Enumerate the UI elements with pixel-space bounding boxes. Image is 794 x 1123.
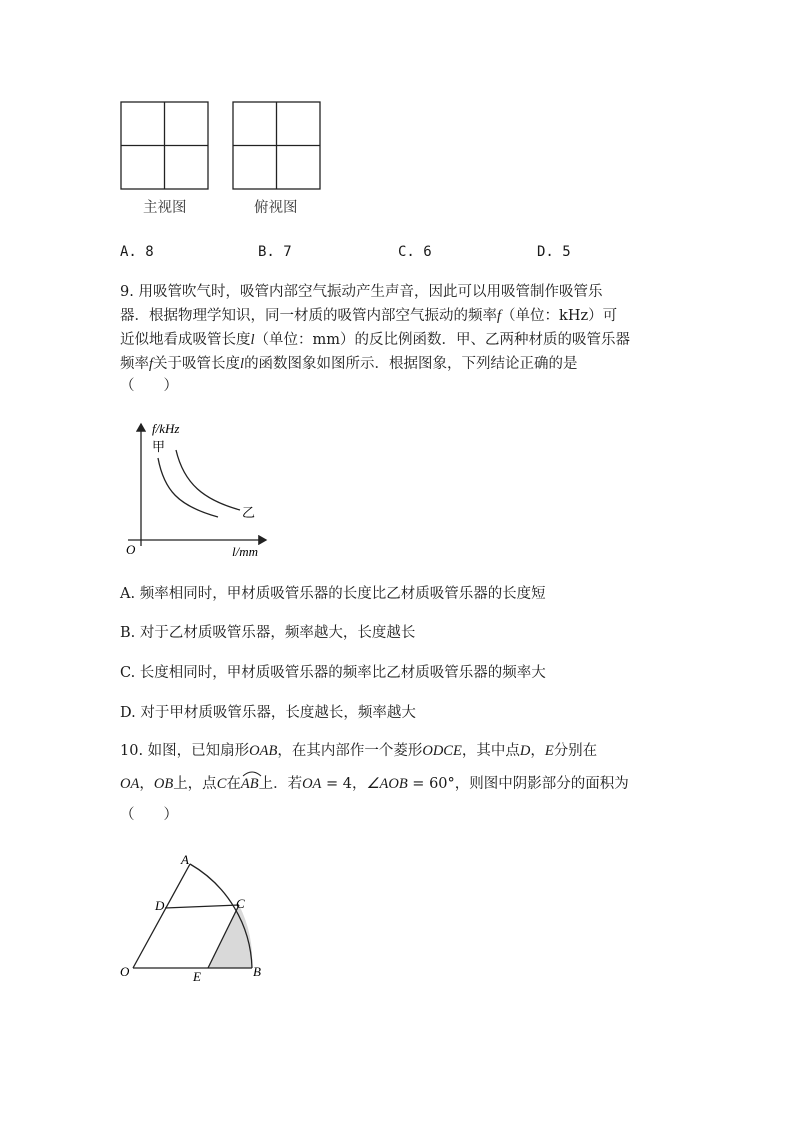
q9-text: 的函数图象如图所示．根据图象，下列结论正确的是 — [244, 356, 578, 372]
var-e: E — [544, 743, 554, 759]
curve-yi — [176, 450, 240, 510]
top-view-caption: 俯视图 — [254, 200, 298, 216]
point-b-label: B — [253, 964, 261, 979]
point-o-label: O — [120, 964, 130, 979]
q10-text: = 60° — [407, 776, 455, 792]
front-view-caption: 主视图 — [143, 200, 187, 216]
q10-text: ，则图中阴影部分的面积为 — [454, 776, 629, 792]
front-view-grid — [120, 101, 210, 191]
q9-text: 关于吸管长度 — [153, 356, 241, 372]
q9-stem-line-3 — [120, 330, 630, 350]
top-view-grid — [232, 101, 322, 191]
var-oab: OAB — [249, 743, 278, 759]
var-f: f — [149, 356, 154, 372]
var-l: l — [250, 332, 255, 348]
point-c-label: C — [236, 896, 245, 911]
segment-oa — [133, 864, 190, 968]
segment-dc — [165, 905, 239, 908]
point-d-label: D — [155, 898, 165, 913]
arc-ab — [241, 776, 259, 792]
q10-text: ， — [139, 776, 154, 792]
var-ab: AB — [240, 776, 259, 792]
shaded-region — [208, 905, 252, 968]
q10-answer-blank: （ ） — [120, 807, 178, 823]
q10-text: 上，点 — [173, 776, 217, 792]
angle-aob: ∠AOB — [366, 776, 408, 792]
q8-option-a[interactable]: A. 8 — [120, 244, 154, 260]
q9-text: 器．根据物理学知识，同一材质的吸管内部空气振动的频率 — [120, 308, 497, 324]
origin-label: O — [126, 542, 136, 557]
var-d: D — [519, 743, 531, 759]
var-odce: ODCE — [422, 743, 462, 759]
q9-option-b[interactable]: B. 对于乙材质吸管乐器，频率越大，长度越长 — [120, 625, 416, 641]
q8-option-c[interactable]: C. 6 — [398, 244, 432, 260]
arc-mark-icon — [241, 769, 263, 777]
q9-option-c[interactable]: C. 长度相同时，甲材质吸管乐器的频率比乙材质吸管乐器的频率大 — [120, 665, 546, 681]
q9-text: 近似地看成吸管长度 — [120, 332, 251, 348]
var-ob: OB — [153, 776, 174, 792]
q9-text: （单位：mm）的反比例函数．甲、乙两种材质的吸管乐器 — [254, 332, 631, 348]
point-a-label: A — [181, 852, 189, 867]
curve-jia-label: 甲 — [152, 439, 166, 454]
curve-jia — [158, 458, 218, 517]
q8-option-b[interactable]: B. 7 — [258, 244, 292, 260]
q9-answer-blank: （ ） — [120, 378, 178, 394]
point-e-label: E — [193, 969, 201, 984]
q10-text: 10. 如图，已知扇形 — [120, 743, 250, 759]
q10-stem-line-1 — [120, 741, 597, 761]
var-f: f — [497, 308, 502, 324]
q9-option-a[interactable]: A. 频率相同时，甲材质吸管乐器的长度比乙材质吸管乐器的长度短 — [120, 586, 546, 602]
q9-text: 频率 — [120, 356, 149, 372]
q9-text: （单位：kHz）可 — [501, 308, 618, 324]
x-axis-label: l/mm — [232, 544, 258, 559]
q9-stem-line-4 — [120, 354, 578, 374]
var-oa: OA — [120, 776, 140, 792]
var-l: l — [240, 356, 245, 372]
q10-text: = 4， — [321, 776, 367, 792]
q10-text: 在 — [226, 776, 241, 792]
q10-text: ，在其内部作一个菱形 — [277, 743, 423, 759]
q8-option-d[interactable]: D. 5 — [537, 244, 571, 260]
q9-stem-line-1: 9. 用吸管吹气时，吸管内部空气振动产生声音，因此可以用吸管制作吸管乐 — [120, 284, 603, 300]
y-axis-label: f/kHz — [152, 421, 180, 436]
q9-option-d[interactable]: D. 对于甲材质吸管乐器，长度越长，频率越大 — [120, 705, 416, 721]
q10-stem-line-2 — [120, 774, 629, 794]
q10-text: 分别在 — [553, 743, 598, 759]
q10-sector-figure — [115, 850, 275, 990]
var-c: C — [216, 776, 227, 792]
curve-yi-label: 乙 — [242, 505, 256, 520]
q10-text: ，其中点 — [461, 743, 520, 759]
q9-function-graph — [118, 418, 278, 563]
q10-text: 上．若 — [258, 776, 303, 792]
q9-stem-line-2 — [120, 306, 617, 326]
q10-text: ， — [530, 743, 545, 759]
var-oa: OA — [302, 776, 322, 792]
